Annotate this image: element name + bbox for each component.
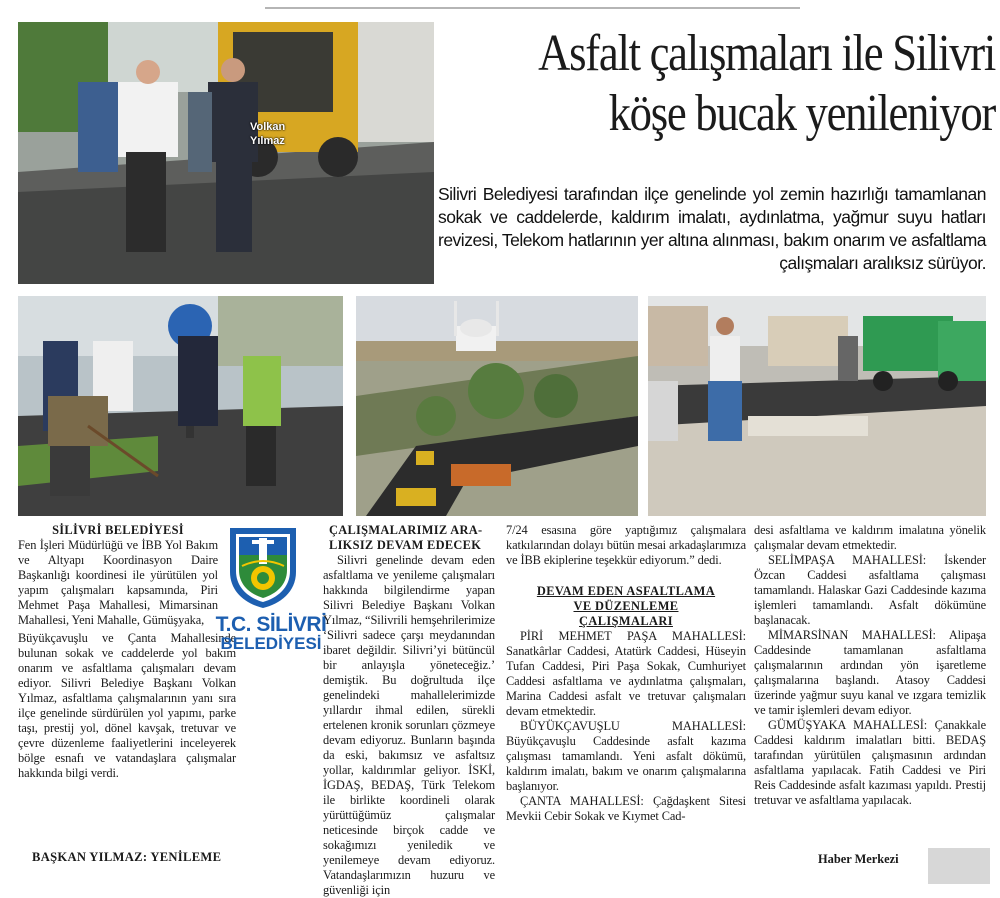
column-3 — [506, 523, 746, 824]
aerial-road-photo — [356, 296, 638, 516]
column-2 — [261, 523, 495, 898]
caption-line-1: Volkan — [250, 121, 286, 133]
column-3-subhead-1: DEVAM EDEN ASFALTLAMA — [536, 584, 716, 598]
column-4-paragraph-2: MİMARSİNAN MAHALLESİ: Alipaşa Caddesinde tamamlanan asfaltlama çalışmalarının ardından yön işaretleme çalışmalarına başlandı. Atasoy Caddesi üzerinde yağmur suyu kanal ve ızgara temizlik ve tamir işlemleri devam ediyor. — [754, 628, 986, 717]
column-3-paragraph-2: BÜYÜKÇAVUŞLU MAHALLESİ: Büyükçavuşlu Caddesinde asfalt kazıma çalışması tamamlandı. Yeni asfalt dökümü, kaldırım imalatı, bakım ve onarım çalışmalarına başlanıyor. — [506, 719, 746, 793]
article-headline — [436, 24, 995, 144]
column-1-top — [18, 523, 218, 628]
logo-text-line-1: T.C. SİLİVRİ — [215, 613, 327, 636]
column-4-paragraph-3: GÜMÜŞYAKA MAHALLESİ: Çanakkale Caddesi kaldırım imalatları bitti. BEDAŞ tarafından yürütülen çalışmasının ardından asfaltlama yapılacak. Fatih Caddesi ve Piri Reis Caddesinde asfalt kazıması yapıldı. Prestij tretuvar ve asfaltlama yapılacak. — [754, 718, 986, 807]
column-4-paragraph-1: SELİMPAŞA MAHALLESİ: İskender Özcan Caddesi asfaltlama çalışması tamamlandı. Halaskar Gazi Caddesinde kazıma işlemleri tamamlandı. Asfalt dökümüne başlanacak. — [754, 553, 986, 627]
article-lead: Silivri Belediyesi tarafından ilçe genelinde yol zemin hazırlığı tamamlanan sokak ve caddelerde, kaldırım imalatı, aydınlatma, yağmur suyu hatları revizesi, Telekom hatlarının yer altına alınması, bakım onarım ve asfaltlama çalışmaları aralıksız sürüyor. — [438, 184, 986, 273]
headline-line-1: Asfalt çalışmaları ile Silivri — [538, 25, 995, 82]
column-3-subhead-3: ÇALIŞMALARI — [579, 614, 673, 628]
column-1-bottom — [18, 631, 236, 781]
top-rule — [265, 7, 800, 9]
column-2-heading-1: ÇALIŞMALARIMIZ ARA- — [329, 523, 483, 537]
column-3-subhead-2: VE DÜZENLEME — [573, 599, 679, 613]
corner-block — [928, 848, 990, 884]
caption-line-2: Yılmaz — [250, 135, 285, 147]
column-4-text-top: desi asfaltlama ve kaldırım imalatına yönelik çalışmalar devam etmektedir. — [754, 523, 986, 552]
column-3-paragraph-3: ÇANTA MAHALLESİ: Çağdaşkent Sitesi Mevkii Cebir Sokak ve Kıymet Cad- — [506, 794, 746, 823]
column-2-heading-2: LIKSIZ DEVAM EDECEK — [329, 538, 482, 552]
paving-works-photo — [648, 296, 986, 516]
photo-caption — [250, 120, 285, 148]
column-1-heading: SİLİVRİ BELEDİYESİ — [52, 523, 184, 537]
byline: Haber Merkezi — [818, 852, 899, 866]
column-1-text-bottom: Büyükçavuşlu ve Çanta Mahallesinde bulunan sokak ve caddelerde yol bakım onarım ve asfaltlama çalışmaları devam ediyor. Silivri Belediye Başkanı Volkan Yılmaz, asfaltlama çalışmalarının yanı sıra ilçe genelinde sürdürülen yol yapımı, parke taşı, prestij yol, dönel kavşak, tretuvar ve çevre düzenleme faaliyetlerini inceleyerek bölge esnafı ve vatandaşlara çalışmalar hakkında bilgi verdi. — [18, 631, 236, 780]
hero-photo — [18, 22, 434, 284]
column-3-text-top: 7/24 esasına göre yaptığımız çalışmalara katkılarından dolayı bütün mesai arkadaşlarımıza ve İBB ekiplerine teşekkür ediyorum.” dedi. — [506, 523, 746, 567]
logo-text-line-2: BELEDİYESİ — [220, 634, 322, 653]
column-1-subhead: BAŞKAN YILMAZ: YENİLEME — [32, 850, 222, 864]
headline-line-2: köşe bucak yenileniyor — [608, 85, 995, 142]
mayor-greeting-photo — [18, 296, 343, 516]
column-1-text-top: Fen İşleri Müdürlüğü ve İBB Yol Bakım ve Altyapı Koordinasyon Daire Başkanlığı koordinesi ile yürütülen yol yapım çalışmaları kapsamında, Piri Mehmet Paşa Mahallesi, Mimarsinan Mahallesi, Yeni Mahalle, Gümüşyaka, — [18, 538, 218, 627]
column-3-paragraph-1: PİRİ MEHMET PAŞA MAHALLESİ: Sanatkârlar Caddesi, Atatürk Caddesi, Hüseyin Tufan Caddesi, Piri Paşa Sokak, Cumhuriyet Caddesi asfaltlama ve aydınlatma çalışmaları, Marina Caddesi asfalt ve tretuvar çalışmaları devam etmektedir. — [506, 629, 746, 718]
column-2-text: Silivri genelinde devam eden asfaltlama ve yenileme çalışmaları hakkında bilgilendirme yapan Silivri Belediye Başkanı Volkan Yılmaz, “Silivrili hemşehrilerimize ‘Silivri sadece çarşı meydanından ibaret değildir. Silivri’yi bütüncül bir anlayışla yöneteceğiz.’ demiştik. Bu doğrultuda ilçe genelindeki mahallelerimizde yıllardır ihmal edilen, sürekli ertelenen kronik sorunları çözmeye devam ediyoruz. Bunların başında da eski, bakımsız ve asfaltsız yollar, kaldırımlar geliyor. İSKİ, İGDAŞ, BEDAŞ, Türk Telekom ile birlikte koordineli olarak yürüttüğümüz çalışmalar neticesinde birçok cadde ve sokağımızı yeniledik ve yenilemeye devam ediyoruz. Vatandaşlarımızın huzuru ve güvenliği için — [323, 553, 495, 897]
column-4 — [754, 523, 986, 808]
